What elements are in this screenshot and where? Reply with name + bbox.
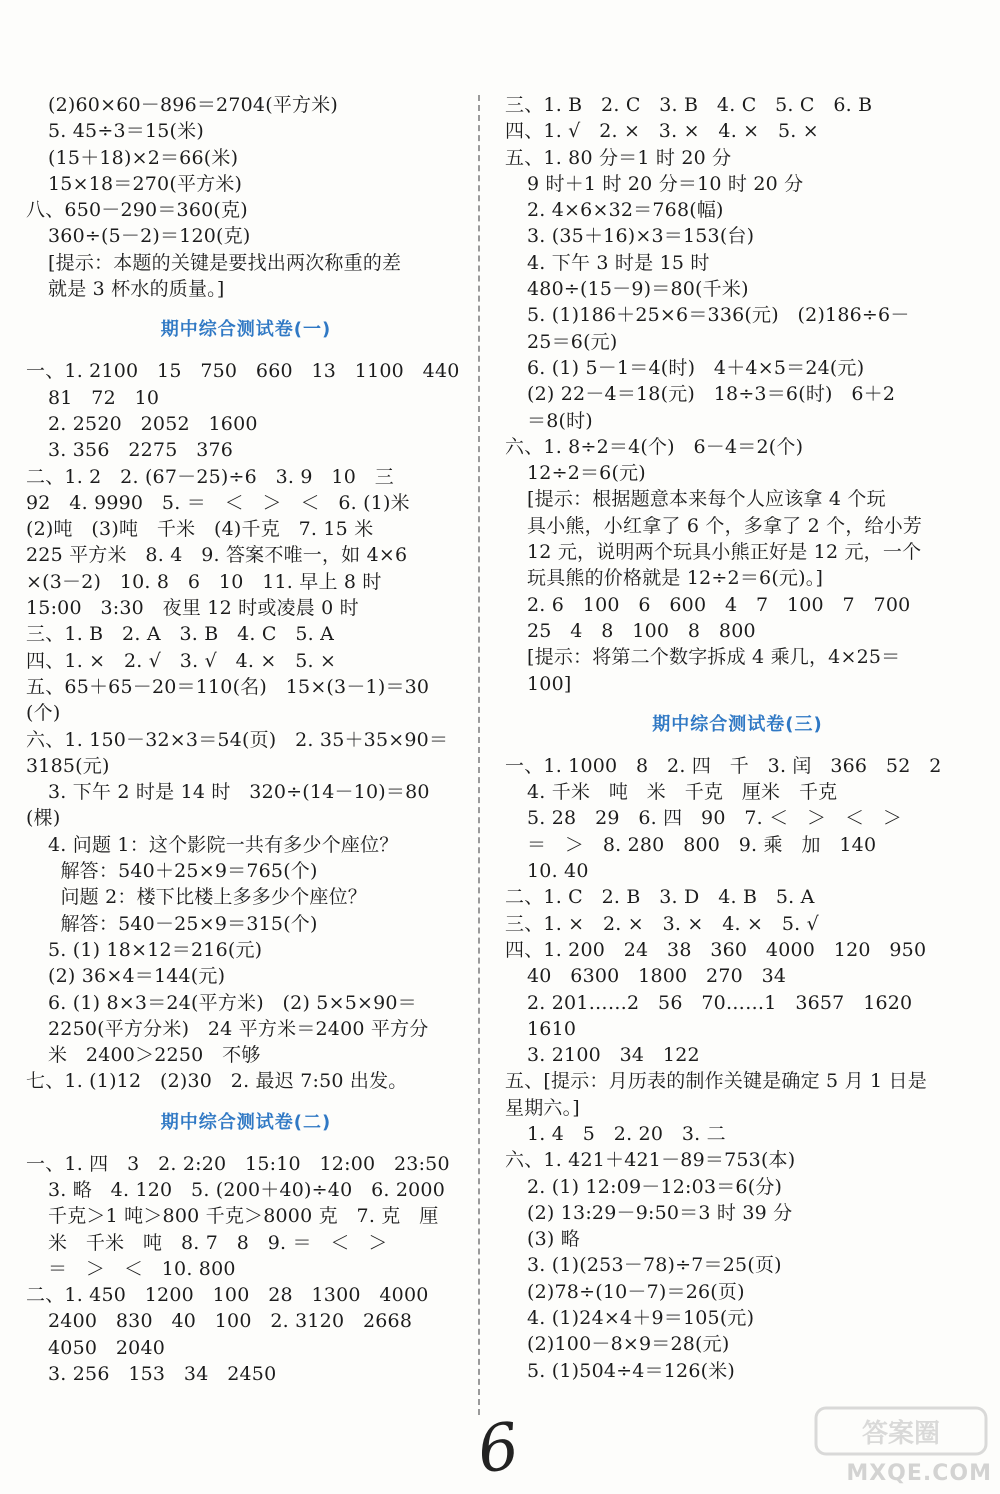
answer-line: 三、1. B 2. C 3. B 4. C 5. C 6. B	[505, 94, 873, 116]
answer-line: 解答：540＋25×9＝765(个)	[48, 860, 318, 883]
answer-line: 四、1. 200 24 38 360 4000 120 950	[505, 938, 927, 961]
answer-line: 25 4 8 100 8 800	[527, 619, 756, 642]
answer-line: 四、1. × 2. √ 3. √ 4. × 5. ×	[26, 649, 337, 672]
section-title: 期中综合测试卷(一)	[160, 319, 332, 341]
answer-line: (15＋18)×2＝66(米)	[48, 146, 239, 169]
answer-line: 5. 45÷3＝15(米)	[48, 120, 204, 143]
answer-line: 五、[提示：月历表的制作关键是确定 5 月 1 日是	[505, 1070, 927, 1093]
answer-line: [提示：本题的关键是要找出两次称重的差	[48, 251, 402, 274]
answer-line: 12 元，说明两个玩具小熊正好是 12 元，一个	[527, 541, 922, 564]
answer-line: 9 时＋1 时 20 分＝10 时 20 分	[527, 172, 804, 195]
answer-line: 5. (1)504÷4＝126(米)	[527, 1359, 736, 1382]
answer-line: [提示：将第二个数字拆成 4 乘几，4×25＝	[527, 646, 901, 669]
answer-line: 一、1. 2100 15 750 660 13 1100 440	[26, 360, 460, 383]
answer-line: (棵)	[26, 807, 61, 830]
answer-line: 2250(平方分米) 24 平方米＝2400 平方分	[48, 1017, 429, 1040]
answer-line: 具小熊，小红拿了 6 个，多拿了 2 个，给小芳	[527, 514, 923, 537]
answer-line: 六、1. 150－32×3＝54(页) 2. 35＋35×90＝	[26, 728, 449, 751]
answer-line: 六、1. 8÷2＝4(个) 6－4＝2(个)	[505, 435, 804, 458]
answer-line: 2. 4×6×32＝768(幅)	[527, 199, 724, 222]
answer-line: 3. 下午 2 时是 14 时 320÷(14－10)＝80	[48, 781, 430, 804]
answer-line: 2. (1) 12:09－12:03＝6(分)	[527, 1175, 783, 1198]
answer-line: 1610	[527, 1017, 577, 1040]
answer-line: 问题 2：楼下比楼上多多少个座位？	[48, 886, 368, 909]
answer-line: (2)60×60－896＝2704(平方米)	[48, 94, 339, 116]
answer-line: 15:00 3:30 夜里 12 时或凌晨 0 时	[26, 597, 359, 620]
answer-line: 2. 201……2 56 70……1 3657 1620	[527, 991, 913, 1014]
answer-line: 3. (1)(253－78)÷7＝25(页)	[527, 1254, 782, 1277]
answer-line: (个)	[26, 702, 61, 725]
answer-line: 玩具熊的价格就是 12÷2＝6(元)。]	[527, 567, 824, 590]
answer-line: 三、1. × 2. × 3. × 4. × 5. √	[505, 912, 819, 935]
answer-line: [提示：根据题意本来每个人应该拿 4 个玩	[527, 488, 886, 511]
answer-line: (2) 22－4＝18(元) 18÷3＝6(时) 6＋2	[527, 383, 896, 406]
answer-line: 二、1. C 2. B 3. D 4. B 5. A	[505, 886, 815, 909]
answer-line: 1. 4 5 2. 20 3. 二	[527, 1122, 726, 1145]
right-column	[505, 92, 970, 1384]
watermark-logo-icon	[812, 1402, 992, 1462]
answer-line: 3185(元)	[26, 754, 110, 777]
answer-line: 4. 下午 3 时是 15 时	[527, 251, 710, 274]
answer-line: 七、1. (1)12 (2)30 2. 最迟 7:50 出发。	[26, 1070, 408, 1093]
answer-line: 40 6300 1800 270 34	[527, 965, 787, 988]
answer-line: 15×18＝270(平方米)	[48, 172, 243, 195]
answer-line: (3) 略	[527, 1228, 580, 1251]
answer-line: (2)78÷(10－7)＝26(页)	[527, 1280, 745, 1303]
answer-line: 92 4. 9990 5. ＝ ＜ ＞ ＜ 6. (1)米	[26, 491, 410, 514]
column-divider	[478, 95, 480, 1415]
answer-line: 4. (1)24×4＋9＝105(元)	[527, 1307, 755, 1330]
answer-line: ＝ ＞ ＜ 10. 800	[48, 1257, 236, 1280]
answer-line: 五、1. 80 分＝1 时 20 分	[505, 146, 732, 169]
answer-line: 4. 千米 吨 米 千克 厘米 千克	[527, 781, 838, 804]
answer-line: (2) 36×4＝144(元)	[48, 965, 226, 988]
answer-line: ＝8(时)	[527, 409, 593, 432]
answer-line: 星期六。]	[505, 1096, 580, 1119]
answer-line: 10. 40	[527, 860, 589, 883]
answer-line: 米 千米 吨 8. 7 8 9. ＝ ＜ ＞	[48, 1231, 388, 1254]
answer-line: 2. 6 100 6 600 4 7 100 7 700	[527, 593, 911, 616]
left-column	[26, 92, 466, 1387]
answer-line: 25＝6(元)	[527, 330, 618, 353]
answer-line: 6. (1) 5－1＝4(时) 4＋4×5＝24(元)	[527, 356, 865, 379]
answer-line: 五、65＋65－20＝110(名) 15×(3－1)＝30	[26, 675, 430, 698]
answer-line: (2)100－8×9＝28(元)	[527, 1333, 730, 1356]
answer-line: 二、1. 450 1200 100 28 1300 4000	[26, 1284, 429, 1307]
answer-line: 3. 2100 34 122	[527, 1044, 700, 1067]
answer-line: 2400 830 40 100 2. 3120 2668	[48, 1310, 413, 1333]
answer-line: ＝ ＞ 8. 280 800 9. 乘 加 140	[527, 833, 877, 856]
answer-line: (2)吨 (3)吨 千米 (4)千克 7. 15 米	[26, 518, 374, 541]
answer-line: 6. (1) 8×3＝24(平方米) (2) 5×5×90＝	[48, 991, 417, 1014]
answer-line: 一、1. 1000 8 2. 四 千 3. 闰 366 52 2	[505, 754, 942, 777]
answer-line: 解答：540－25×9＝315(个)	[48, 912, 318, 935]
answer-line: 八、650－290＝360(克)	[26, 199, 248, 222]
answer-line: 5. (1) 18×12＝216(元)	[48, 938, 263, 961]
answer-line: 2. 2520 2052 1600	[48, 412, 258, 435]
answer-line: 4. 问题 1：这个影院一共有多少个座位？	[48, 833, 399, 856]
page-number: 6	[473, 1409, 524, 1489]
answer-line: 12÷2＝6(元)	[527, 462, 646, 485]
answer-line: 360÷(5－2)＝120(克)	[48, 225, 251, 248]
answer-line: 5. 28 29 6. 四 90 7. ＜ ＞ ＜ ＞	[527, 807, 903, 830]
answer-line: 三、1. B 2. A 3. B 4. C 5. A	[26, 623, 335, 646]
answer-line: 4050 2040	[48, 1336, 166, 1359]
answer-line: 就是 3 杯水的质量。]	[48, 278, 225, 301]
answer-line: 米 2400＞2250 不够	[48, 1044, 261, 1067]
section-title: 期中综合测试卷(三)	[652, 713, 823, 735]
watermark-logo	[812, 1402, 992, 1486]
answer-line: 5. (1)186＋25×6＝336(元) (2)186÷6－	[527, 304, 910, 327]
answer-line: 二、1. 2 2. (67－25)÷6 3. 9 10 三	[26, 465, 394, 488]
answer-line: (2) 13:29－9:50＝3 时 39 分	[527, 1201, 793, 1224]
watermark-text: MXQE.COM	[846, 1461, 992, 1486]
answer-line: 3. 略 4. 120 5. (200＋40)÷40 6. 2000	[48, 1178, 446, 1201]
answer-line: 一、1. 四 3 2. 2:20 15:10 12:00 23:50	[26, 1152, 450, 1175]
answer-line: 3. 356 2275 376	[48, 439, 234, 462]
answer-line: 四、1. √ 2. × 3. × 4. × 5. ×	[505, 120, 819, 143]
answer-line: 六、1. 421＋421－89＝753(本)	[505, 1149, 796, 1172]
section-title: 期中综合测试卷(二)	[160, 1111, 332, 1133]
answer-line: 3. (35＋16)×3＝153(台)	[527, 225, 755, 248]
answer-line: 81 72 10	[48, 386, 160, 409]
watermark-brand: 答案圈	[861, 1419, 941, 1449]
answer-line: 3. 256 153 34 2450	[48, 1363, 277, 1386]
answer-line: 480÷(15－9)＝80(千米)	[527, 278, 749, 301]
answer-line: 225 平方米 8. 4 9. 答案不唯一，如 4×6	[26, 544, 408, 567]
answer-line: 千克＞1 吨＞800 千克＞8000 克 7. 克 厘	[48, 1205, 439, 1228]
answer-line: 100]	[527, 672, 572, 695]
answer-line: ×(3－2) 10. 8 6 10 11. 早上 8 时	[26, 570, 382, 593]
